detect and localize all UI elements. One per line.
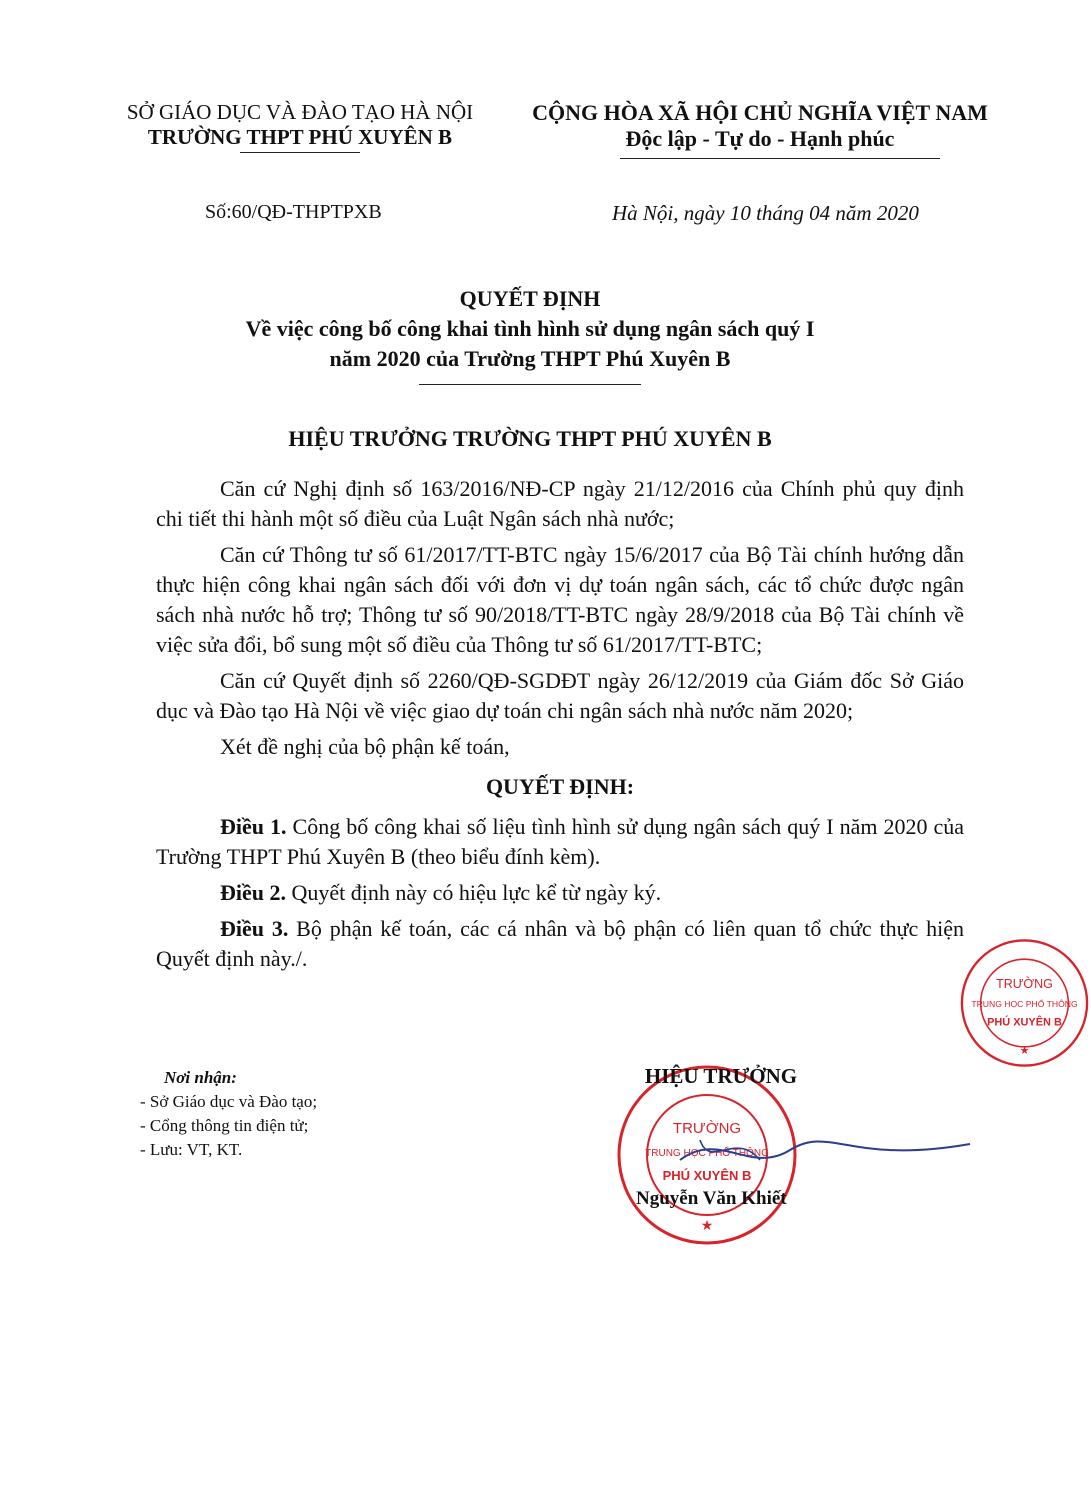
article-text: Công bố công khai số liệu tình hình sử dụng ngân sách quý I năm 2020 của Trường THPT Phú Xuyên B (theo biểu đính kèm). bbox=[156, 814, 964, 869]
article-label: Điều 2. bbox=[220, 880, 286, 905]
article-label: Điều 1. bbox=[220, 814, 287, 839]
document-title bbox=[160, 286, 900, 385]
title-line-3: năm 2020 của Trường THPT Phú Xuyên B bbox=[329, 346, 731, 371]
article-text: Bộ phận kế toán, các cá nhân và bộ phận có liên quan tổ chức thực hiện Quyết định này./. bbox=[156, 916, 964, 971]
seal-stamp-icon bbox=[958, 918, 1091, 1088]
header-left bbox=[100, 100, 500, 153]
header-right bbox=[510, 100, 1010, 159]
seal-line-2: TRUNG HỌC PHỔ THÔNG bbox=[645, 1148, 769, 1159]
motto: Độc lập - Tự do - Hạnh phúc bbox=[625, 126, 895, 151]
recipient-item: - Lưu: VT, KT. bbox=[140, 1140, 243, 1159]
signer-title: HIỆU TRƯỞNG bbox=[644, 1064, 798, 1088]
document-date: Hà Nội, ngày 10 tháng 04 năm 2020 bbox=[612, 201, 919, 225]
signature-stroke bbox=[640, 1120, 980, 1185]
seal-line-3: PHÚ XUYÊN B bbox=[662, 1168, 752, 1183]
document-number: Số:60/QĐ-THPTPXB bbox=[205, 201, 382, 223]
seal-star-icon: ★ bbox=[1019, 1044, 1030, 1057]
divider bbox=[620, 158, 940, 159]
seal-line-3: PHÚ XUYÊN B bbox=[987, 1016, 1062, 1029]
article-label: Điều 3. bbox=[220, 916, 289, 941]
seal-line-1: TRƯỜNG bbox=[996, 977, 1053, 992]
basis-paragraph: Căn cứ Quyết định số 2260/QĐ-SGDĐT ngày 26/12/2019 của Giám đốc Sở Giáo dục và Đào tạo Hà Nội về việc giao dự toán chi ngân sách nhà nước năm 2020; bbox=[156, 668, 964, 723]
article-text: Quyết định này có hiệu lực kể từ ngày ký. bbox=[286, 880, 662, 905]
seal-line-1: TRƯỜNG bbox=[672, 1120, 742, 1137]
title-line-1: QUYẾT ĐỊNH bbox=[459, 286, 601, 311]
basis-paragraph: Căn cứ Nghị định số 163/2016/NĐ-CP ngày 21/12/2016 của Chính phủ quy định chi tiết thi hành một số điều của Luật Ngân sách nhà nước; bbox=[156, 476, 964, 531]
signature-icon bbox=[640, 1120, 980, 1180]
document-body bbox=[156, 474, 964, 980]
article-2 bbox=[156, 878, 964, 908]
nation-name: CỘNG HÒA XÃ HỘI CHỦ NGHĨA VIỆT NAM bbox=[532, 100, 988, 125]
recipients-heading: Nơi nhận: bbox=[164, 1068, 237, 1087]
divider bbox=[419, 384, 641, 385]
title-line-2: Về việc công bố công khai tình hình sử dụng ngân sách quý I bbox=[245, 316, 815, 341]
seal-star-icon: ★ bbox=[700, 1219, 714, 1234]
school-name: TRƯỜNG THPT PHÚ XUYÊN B bbox=[147, 125, 453, 149]
side-seal bbox=[958, 918, 1091, 1088]
recipients-block bbox=[140, 1066, 500, 1162]
recipient-item: - Sở Giáo dục và Đào tạo; bbox=[140, 1092, 318, 1111]
signer-name: Nguyễn Văn Khiết bbox=[636, 1188, 787, 1209]
basis-paragraph: Xét đề nghị của bộ phận kế toán, bbox=[220, 734, 510, 759]
recipient-item: - Cổng thông tin điện tử; bbox=[140, 1116, 309, 1135]
article-3 bbox=[156, 914, 964, 974]
article-1 bbox=[156, 812, 964, 872]
divider bbox=[240, 152, 360, 153]
decision-heading: QUYẾT ĐỊNH: bbox=[485, 774, 635, 799]
seal-line-2: TRUNG HỌC PHỔ THÔNG bbox=[971, 998, 1078, 1009]
department-name: SỞ GIÁO DỤC VÀ ĐÀO TẠO HÀ NỘI bbox=[126, 100, 474, 124]
issuer-heading: HIỆU TRƯỞNG TRƯỜNG THPT PHÚ XUYÊN B bbox=[288, 426, 772, 451]
basis-paragraph: Căn cứ Thông tư số 61/2017/TT-BTC ngày 15/6/2017 của Bộ Tài chính hướng dẫn thực hiện công khai ngân sách đối với đơn vị dự toán ngân sách, các tổ chức được ngân sách nhà nước hỗ trợ; Thông tư số 90/2018/TT-BTC ngày 28/9/2018 của Bộ Tài chính về việc sửa đổi, bổ sung một số điều của Thông tư số 61/2017/TT-BTC; bbox=[156, 542, 964, 657]
